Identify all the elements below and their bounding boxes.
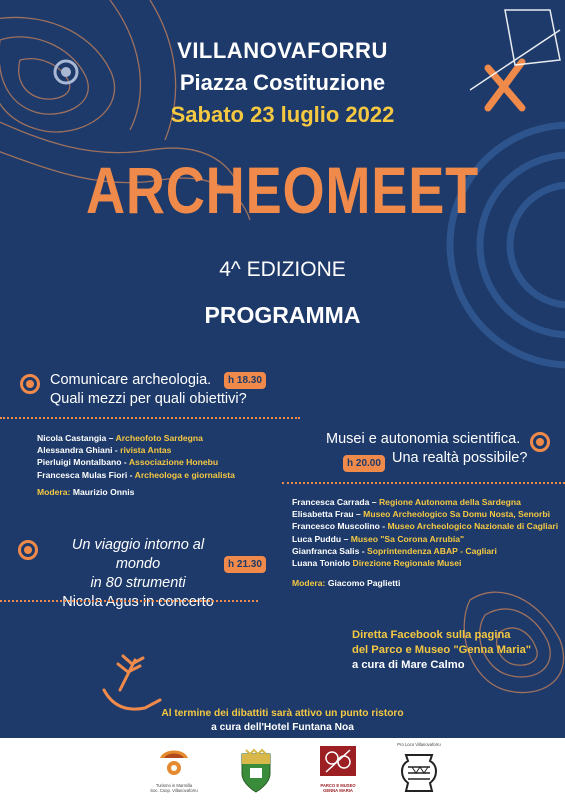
session2-moderator: Modera: Giacomo Paglietti: [292, 578, 401, 588]
speaker-row: Luana Toniolo Direzione Regionale Musei: [292, 558, 462, 569]
turismo-marmilla-logo: [150, 744, 198, 793]
speaker-row: Gianfranca Salis - Soprintendenza ABAP - Cagliari: [292, 545, 497, 556]
session1-title: [50, 371, 247, 409]
edition-label: 4^ EDIZIONE: [219, 258, 346, 281]
session-bullet-icon: [530, 432, 550, 452]
venue-name: Piazza Costituzione: [179, 70, 386, 95]
session-bullet-icon: [18, 540, 38, 560]
speaker-row: Nicola Castangia – Archeofoto Sardegna: [37, 433, 203, 443]
turismo-logo-line2: Soc. Coop. Villanovaforru: [150, 788, 198, 793]
facebook-line2: del Parco e Museo "Genna Maria": [352, 644, 532, 656]
session-bullet-icon: [20, 374, 40, 394]
facebook-line3: a cura di Mare Calmo: [352, 659, 465, 671]
facebook-line1: Diretta Facebook sulla pagina: [352, 629, 511, 641]
speaker-row: Francesca Mulas Fiori - Archeologa e giornalista: [37, 469, 235, 480]
municipal-crest-logo: [238, 748, 274, 799]
pro-loco-caption: Pro Loco Villanovaforru: [397, 742, 441, 747]
session2-time-badge: h 20.00: [343, 455, 385, 472]
session1-speakers: [37, 432, 235, 481]
refreshment-line1: Al termine dei dibattiti sarà attivo un punto ristoro: [161, 708, 404, 719]
town-name: VILLANOVAFORRU: [177, 38, 388, 63]
divider: [282, 482, 565, 484]
concert-line2: in 80 strumenti: [90, 575, 186, 591]
session2-title-line1: Musei e autonomia scientifica.: [326, 431, 521, 447]
session1-time-badge: h 18.30: [224, 372, 266, 389]
programme-heading: PROGRAMMA: [204, 302, 361, 328]
concert-line3: Nicola Agus in concerto: [62, 594, 214, 610]
speaker-row: Elisabetta Frau – Museo Archeologico Sa Domu Nosta, Senorbì: [292, 509, 551, 520]
pro-loco-logo: [396, 742, 442, 800]
session2-title-line2: Una realtà possibile?: [392, 450, 528, 466]
event-date: Sabato 23 luglio 2022: [170, 102, 395, 127]
facebook-live-note: [352, 628, 531, 673]
session1-title-line1: Comunicare archeologia.: [50, 372, 212, 388]
event-title: ARCHEOMEET: [85, 153, 480, 227]
speaker-row: Francesco Muscolino - Museo Archeologico Nazionale di Cagliari: [292, 521, 559, 532]
divider: [0, 600, 258, 602]
session1-title-line2: Quali mezzi per quali obiettivi?: [50, 391, 247, 407]
speaker-row: Francesca Carrada – Regione Autonoma della Sardegna: [292, 497, 521, 507]
divider: [0, 417, 300, 419]
turismo-logo-line1: Turismo in Marmilla: [155, 783, 193, 788]
parco-logo-line1: PARCO E MUSEO: [320, 783, 356, 788]
refreshment-line2: a cura dell'Hotel Funtana Noa: [211, 722, 354, 733]
parco-museo-genna-maria-logo: [318, 744, 358, 793]
sponsor-logo-strip: [0, 738, 565, 800]
parco-logo-line2: GENNA MARIA: [323, 788, 353, 793]
session1-moderator: Modera: Maurizio Onnis: [37, 487, 135, 497]
speaker-row: Pierluigi Montalbano - Associazione Honebu: [37, 457, 219, 468]
concert-time-badge: h 21.30: [224, 556, 266, 573]
session2-speakers: [292, 496, 558, 569]
speaker-row: Luca Puddu – Museo "Sa Corona Arrubia": [292, 533, 465, 544]
refreshment-note: [0, 707, 565, 735]
concert-line1: Un viaggio intorno al mondo: [71, 537, 205, 572]
hand-wheat-icon: [104, 656, 160, 709]
speaker-row: Alessandra Ghiani - rivista Antas: [37, 445, 172, 456]
